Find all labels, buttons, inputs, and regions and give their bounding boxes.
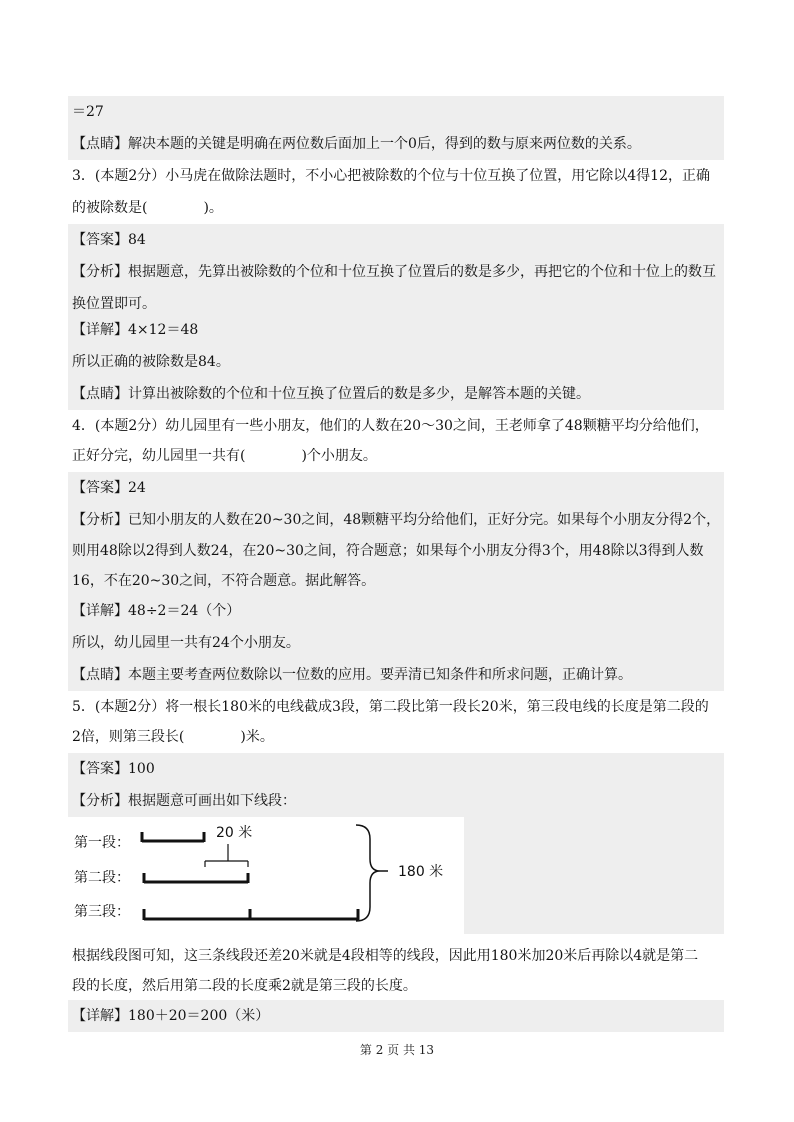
- line-10: 4．(本题2分）幼儿园里有一些小朋友，他们的人数在20～30之间，王老师拿了48颗糖平均分给他们，: [72, 418, 709, 434]
- segment-2-line: [144, 873, 248, 883]
- line-16: 【详解】48÷2＝24（个）: [68, 595, 724, 627]
- line-3: 的被除数是( )。: [72, 200, 223, 216]
- segment-3-line: [144, 909, 358, 920]
- total-label: 180 米: [398, 864, 444, 880]
- segment-1-line: [142, 832, 204, 842]
- line-segment-diagram: [68, 817, 464, 934]
- line-0: ＝27: [68, 96, 724, 128]
- line-20: 2倍，则第三段长( )米。: [72, 729, 274, 745]
- line-17: 所以，幼儿园里一共有24个小朋友。: [68, 627, 724, 659]
- line-1: 【点睛】解决本题的关键是明确在两位数后面加上一个0后，得到的数与原来两位数的关系。: [68, 128, 724, 160]
- segment-1-label: 第一段：: [74, 835, 130, 851]
- line-9: 【点睛】计算出被除数的个位和十位互换了位置后的数是多少，是解答本题的关键。: [68, 378, 724, 410]
- page-footer: 第 2 页 共 13: [359, 1043, 435, 1057]
- line-2: 3．(本题2分）小马虎在做除法题时，不小心把被除数的个位与十位互换了位置，用它除以4得12，正确: [72, 168, 710, 184]
- segment-3-label: 第三段：: [74, 904, 130, 920]
- line-19: 5．(本题2分）将一根长180米的电线截成3段，第二段比第一段长20米，第三段电线的长度是第二段的: [72, 699, 709, 715]
- line-18: 【点睛】本题主要考查两位数除以一位数的应用。要弄清已知条件和所求问题，正确计算。: [68, 659, 724, 691]
- line-5: 【分析】根据题意，先算出被除数的个位和十位互换了位置后的数是多少，再把它的个位和十位上的数互: [68, 256, 724, 288]
- line-6: 换位置即可。: [68, 288, 724, 320]
- difference-bracket: [205, 844, 248, 867]
- line-8: 所以正确的被除数是84。: [68, 346, 724, 378]
- line-4: 【答案】84: [68, 224, 724, 256]
- line-12: 【答案】24: [68, 472, 724, 504]
- line-22: 【分析】根据题意可画出如下线段：: [68, 785, 724, 817]
- line-13: 【分析】已知小朋友的人数在20~30之间，48颗糖平均分给他们，正好分完。如果每个小朋友分得2个，: [68, 504, 724, 536]
- line-21: 【答案】100: [68, 753, 724, 785]
- difference-label: 20 米: [216, 825, 253, 841]
- line-14: 则用48除以2得到人数24，在20~30之间，符合题意；如果每个小朋友分得3个，用48除以3得到人数: [68, 535, 724, 567]
- after-line-0: 根据线段图可知，这三条线段还差20米就是4段相等的线段，因此用180米加20米后再除以4就是第二: [72, 948, 699, 964]
- after-line-1: 段的长度，然后用第二段的长度乘2就是第三段的长度。: [72, 978, 417, 994]
- line-11: 正好分完，幼儿园里一共有( )个小朋友。: [72, 448, 377, 464]
- total-brace: [356, 825, 380, 921]
- line-15: 16，不在20~30之间，不符合题意。据此解答。: [68, 565, 724, 597]
- after-line-2: 【详解】180＋20＝200（米）: [68, 1000, 724, 1032]
- segment-2-label: 第二段：: [74, 870, 130, 886]
- line-7: 【详解】4×12＝48: [68, 314, 724, 346]
